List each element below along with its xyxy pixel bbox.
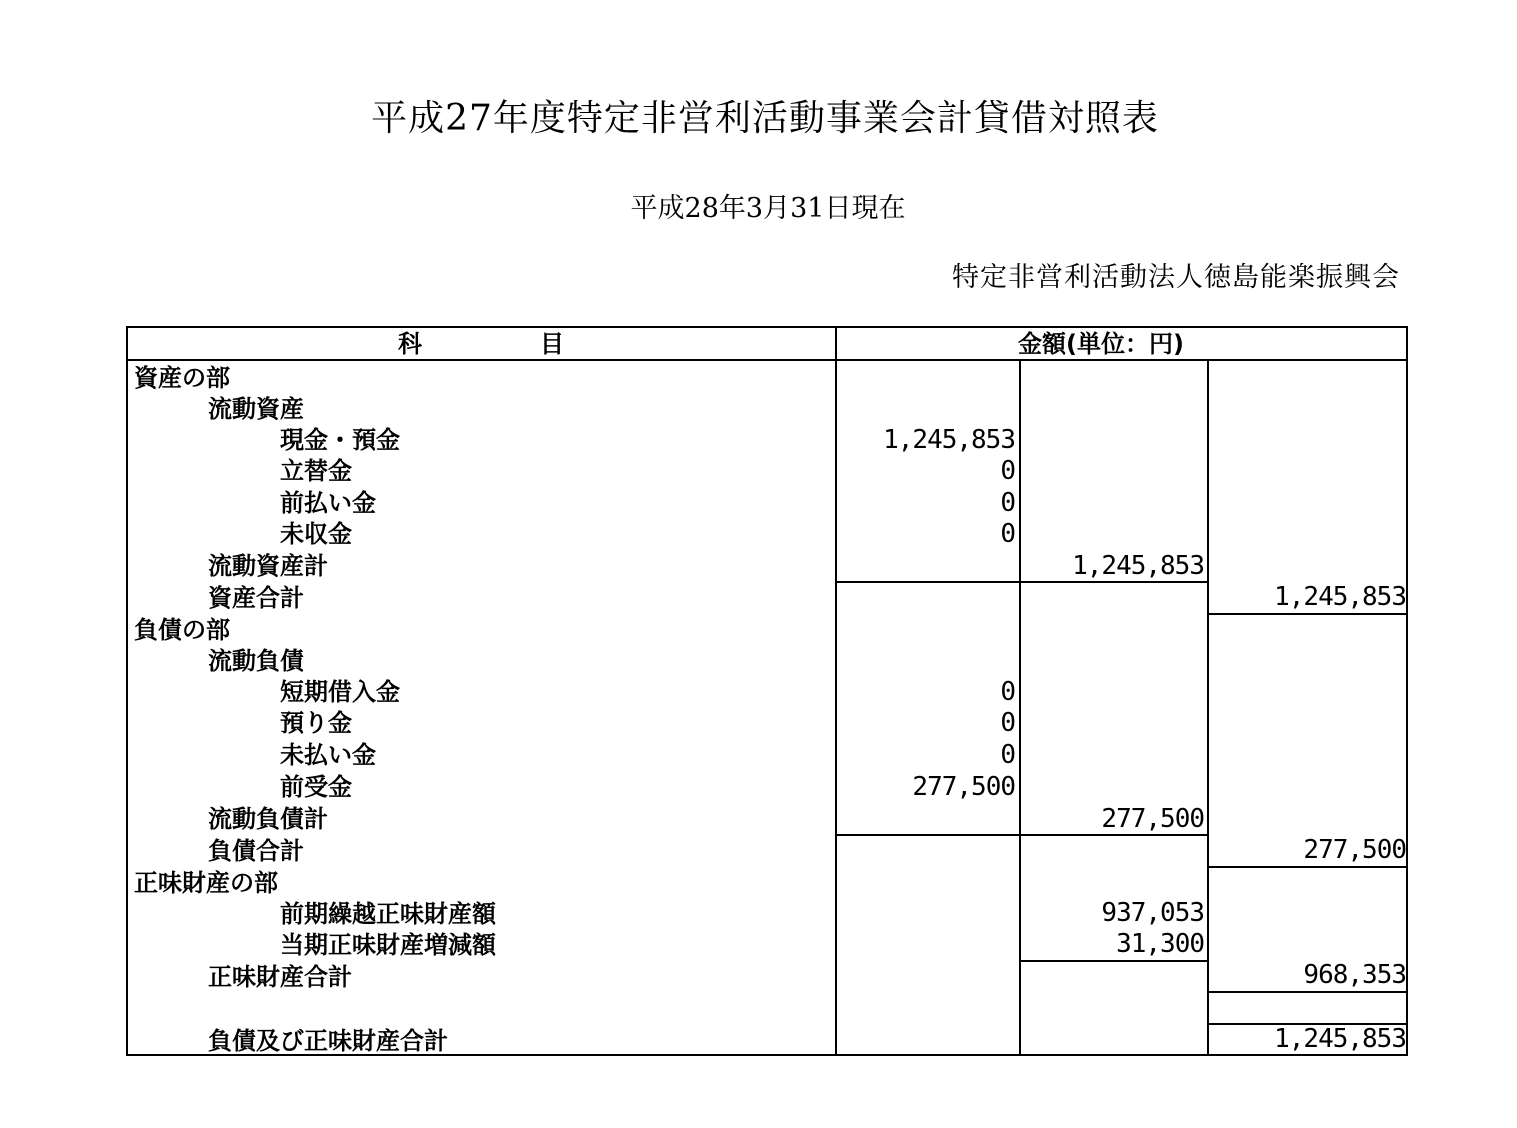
value-accrued: 0 <box>1000 740 1015 770</box>
value-deposits-received: 0 <box>1000 708 1015 738</box>
row-label-current-liabilities-total: 流動負債計 <box>208 805 328 833</box>
header-subject-a: 科 <box>398 330 422 358</box>
value-grand-total: 1,245,853 <box>1274 1024 1406 1054</box>
row-label-accrued: 未払い金 <box>280 741 376 769</box>
value-net-assets-change: 31,300 <box>1116 929 1204 959</box>
row-label-liabilities-section: 負債の部 <box>134 616 230 644</box>
value-short-term-loans: 0 <box>1000 677 1015 707</box>
row-label-receivable: 未収金 <box>280 520 352 548</box>
value-receivable: 0 <box>1000 519 1015 549</box>
row-label-current-assets-total: 流動資産計 <box>208 552 328 580</box>
rule-net-assets-subtotal <box>1019 960 1209 962</box>
row-label-cash: 現金・預金 <box>280 426 400 454</box>
row-label-grand-total: 負債及び正味財産合計 <box>208 1027 448 1055</box>
row-label-deposits-received: 預り金 <box>280 709 352 737</box>
row-label-assets-total: 資産合計 <box>208 584 304 612</box>
value-advance-received: 277,500 <box>912 772 1015 802</box>
col-divider-subject <box>835 328 837 1054</box>
rule-net-assets-total <box>1207 991 1408 993</box>
document-title: 平成27年度特定非営利活動事業会計貸借対照表 <box>371 98 1159 139</box>
row-label-advances: 立替金 <box>280 457 352 485</box>
row-label-liabilities-total: 負債合計 <box>208 837 304 865</box>
value-liabilities-total: 277,500 <box>1303 835 1406 865</box>
row-label-advance-received: 前受金 <box>280 773 352 801</box>
value-assets-total: 1,245,853 <box>1274 582 1406 612</box>
value-prepaid: 0 <box>1000 488 1015 518</box>
rule-liabilities-total <box>1207 866 1408 868</box>
as-of-date: 平成28年3月31日現在 <box>630 193 906 224</box>
value-cash: 1,245,853 <box>883 425 1015 455</box>
rule-assets-total <box>1207 613 1408 615</box>
organization-name: 特定非営利活動法人徳島能楽振興会 <box>952 262 1400 293</box>
row-label-assets-section: 資産の部 <box>134 364 230 392</box>
row-label-current-liabilities: 流動負債 <box>208 647 304 675</box>
row-label-current-assets: 流動資産 <box>208 395 304 423</box>
value-net-assets-total: 968,353 <box>1303 960 1406 990</box>
row-label-net-assets-change: 当期正味財産増減額 <box>280 931 496 959</box>
header-divider <box>128 359 1406 361</box>
row-label-short-term-loans: 短期借入金 <box>280 678 400 706</box>
row-label-prepaid: 前払い金 <box>280 489 376 517</box>
row-label-net-assets-section: 正味財産の部 <box>134 869 278 897</box>
balance-sheet-table <box>126 326 1408 1056</box>
value-advances: 0 <box>1000 456 1015 486</box>
row-label-net-assets-carried: 前期繰越正味財産額 <box>280 900 496 928</box>
col-divider-2 <box>1207 359 1209 1054</box>
row-label-net-assets-total: 正味財産合計 <box>208 963 352 991</box>
value-net-assets-carried: 937,053 <box>1101 898 1204 928</box>
col-divider-1 <box>1019 359 1021 1054</box>
value-current-assets-total: 1,245,853 <box>1072 551 1204 581</box>
header-amount: 金額(単位：円) <box>1018 330 1184 358</box>
header-subject-b: 目 <box>540 330 564 358</box>
value-current-liabilities-total: 277,500 <box>1101 804 1204 834</box>
